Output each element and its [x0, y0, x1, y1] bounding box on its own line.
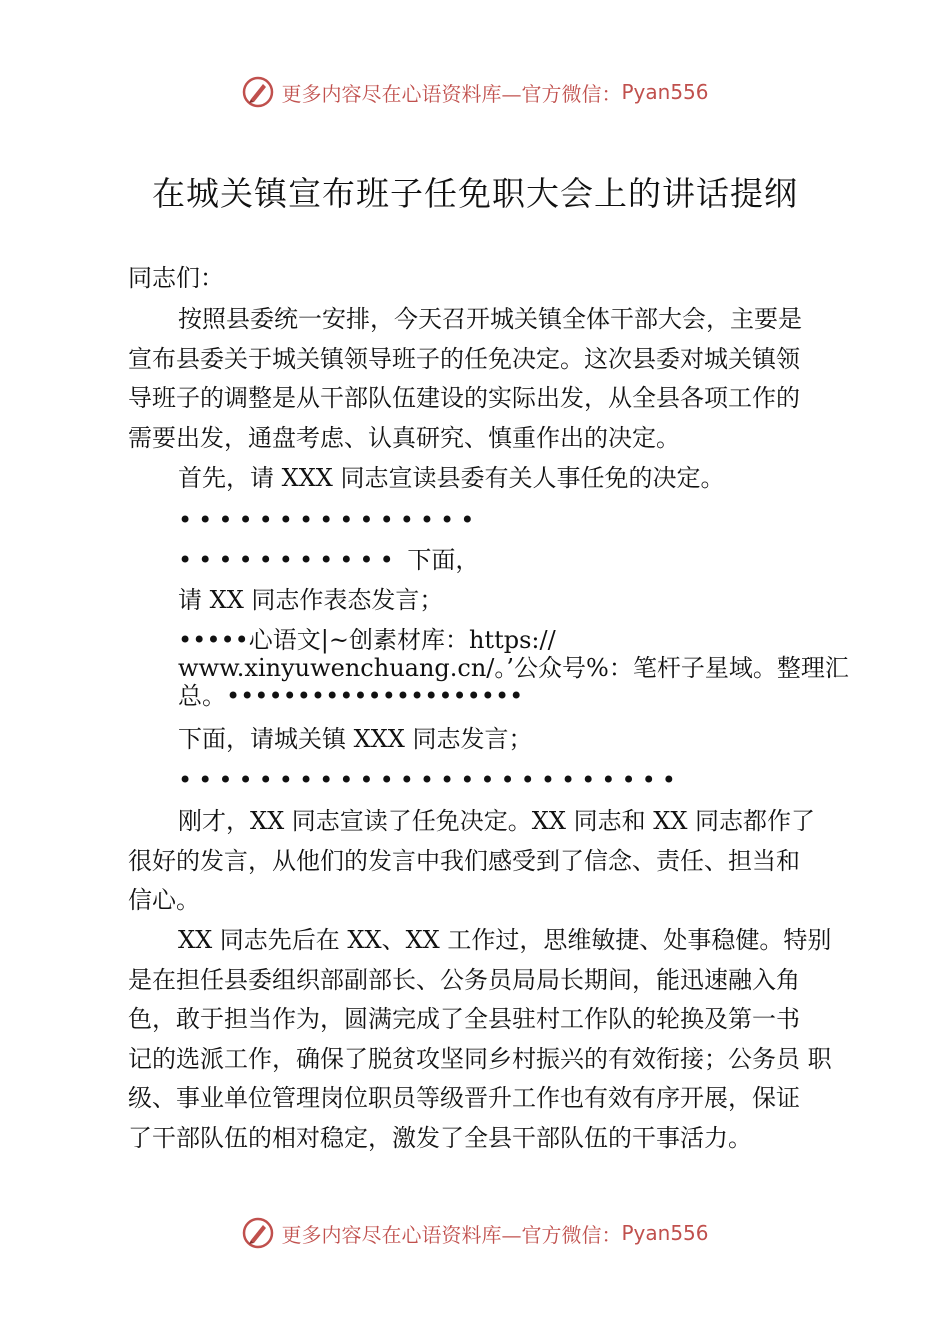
para7-line6: 了干部队伍的相对稳定，激发了全县干部队伍的干事活力。 [128, 1124, 752, 1152]
banner-wechat-id: Pyan556 [621, 80, 709, 104]
para1-line3: 导班子的调整是从干部队伍建设的实际出发，从全县各项工作的 [128, 384, 800, 412]
document-title: 在城关镇宣布班子任免职大会上的讲话提纲 [152, 174, 798, 213]
para4-line2: www.xinyuwenchuang.cn/。’公众号%：笔杆子星域。整理汇 [178, 654, 849, 682]
dots-row-1: ••••••••••••••• [178, 506, 481, 534]
para2: 首先，请 XXX 同志宣读县委有关人事任免的决定。 [178, 464, 725, 492]
dots-row-2 [178, 540, 838, 580]
dots-row-2-dots: ••••••••••• [178, 546, 400, 574]
banner-wechat-id: Pyan556 [621, 1221, 709, 1245]
para7-line5: 级、事业单位管理岗位职员等级晋升工作也有效有序开展，保证 [128, 1084, 800, 1112]
para3: 请 XX 同志作表态发言； [178, 586, 444, 614]
pen-logo-icon [241, 75, 275, 109]
para6-line2: 很好的发言，从他们的发言中我们感受到了信念、责任、担当和 [128, 847, 800, 875]
para1-line4: 需要出发，通盘考虑、认真研究、慎重作出的决定。 [128, 424, 680, 452]
para6-line1: 刚才，XX 同志宣读了任免决定。XX 同志和 XX 同志都作了 [178, 807, 816, 835]
para7-line2: 是在担任县委组织部副部长、公务员局局长期间，能迅速融入角 [128, 966, 800, 994]
para4-line1: •••••心语文|~创素材库：https:// [178, 626, 556, 654]
salutation: 同志们： [128, 264, 224, 292]
footer-banner [0, 1213, 950, 1253]
dots-row-2-text: 下面， [407, 546, 480, 574]
para4-line3: 总。••••••••••••••••••••• [178, 682, 524, 710]
dots-row-3: ••••••••••••••••••••••••• [178, 766, 682, 794]
banner-text: 更多内容尽在心语资料库—官方微信： [281, 81, 622, 106]
para7-line3: 色，敢于担当作为，圆满完成了全县驻村工作队的轮换及第一书 [128, 1005, 800, 1033]
para7-line4: 记的选派工作，确保了脱贫攻坚同乡村振兴的有效衔接；公务员 职 [128, 1045, 832, 1073]
para6-line3: 信心。 [128, 886, 200, 914]
para7-line1: XX 同志先后在 XX、XX 工作过，思维敏捷、处事稳健。特别 [178, 926, 832, 954]
pen-logo-icon [241, 1216, 275, 1250]
para1-line2: 宣布县委关于城关镇领导班子的任免决定。这次县委对城关镇领 [128, 345, 800, 373]
banner-text: 更多内容尽在心语资料库—官方微信： [281, 1222, 622, 1247]
para5: 下面，请城关镇 XXX 同志发言； [178, 725, 533, 753]
header-banner [0, 72, 950, 112]
para1-line1: 按照县委统一安排，今天召开城关镇全体干部大会，主要是 [178, 305, 802, 333]
